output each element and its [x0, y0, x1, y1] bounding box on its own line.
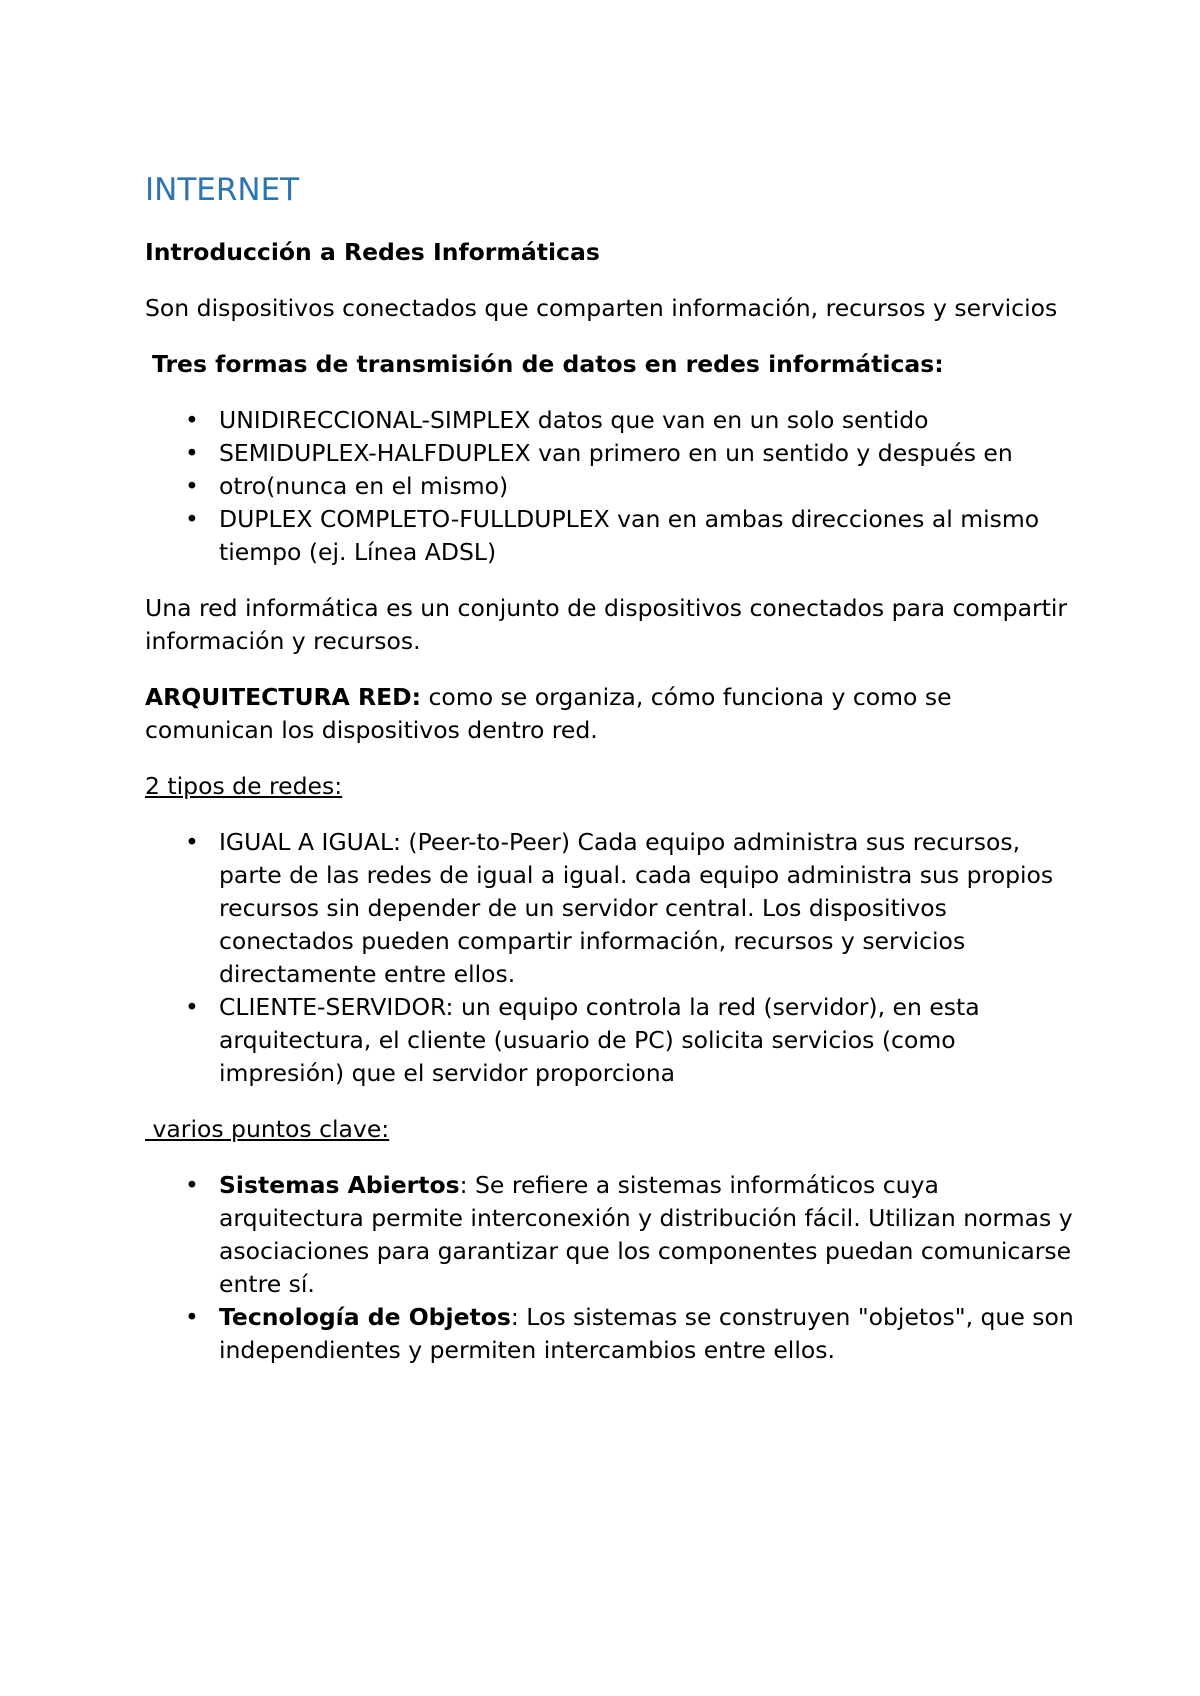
list-item-text: DUPLEX COMPLETO-FULLDUPLEX van en ambas direcciones al mismo tiempo (ej. Línea ADSL)	[219, 505, 1040, 566]
bullet-icon: •	[185, 439, 199, 467]
types-heading: 2 tipos de redes:	[145, 772, 343, 800]
key-point-text: : Los sistemas se construyen "objetos", que son independientes y permiten intercambios entre ellos.	[219, 1303, 1074, 1364]
bullet-icon: •	[185, 993, 199, 1021]
list-item	[145, 1169, 1075, 1301]
key-point-text: : Se refiere a sistemas informáticos cuya arquitectura permite interconexión y distribución fácil. Utilizan normas y asociaciones para garantizar que los componentes puedan comunicarse entre sí.	[219, 1171, 1073, 1298]
bullet-icon: •	[185, 828, 199, 856]
list-item	[145, 437, 1075, 470]
list-item	[145, 1301, 1075, 1367]
list-item-text: otro(nunca en el mismo)	[219, 472, 509, 500]
section-heading: Introducción a Redes Informáticas	[145, 238, 600, 266]
list-item	[145, 503, 1075, 569]
list-item	[145, 404, 1075, 437]
list-item-text: CLIENTE-SERVIDOR: un equipo controla la red (servidor), en esta arquitectura, el cliente (usuario de PC) solicita servicios (como impresión) que el servidor proporciona	[219, 993, 980, 1087]
document-body	[145, 160, 1075, 1390]
list-item-text: UNIDIRECCIONAL-SIMPLEX datos que van en un solo sentido	[219, 406, 929, 434]
document-title: INTERNET	[145, 172, 300, 208]
list-item-text: IGUAL A IGUAL: (Peer-to-Peer) Cada equipo administra sus recursos, parte de las redes de igual a igual. cada equipo administra sus propios recursos sin depender de un servidor central. Los dispositivos conectados pueden compartir información, recursos y servicios directamente entre ellos.	[219, 828, 1054, 988]
architecture-label: ARQUITECTURA RED:	[145, 683, 422, 711]
architecture-paragraph	[145, 681, 1075, 747]
bullet-icon: •	[185, 472, 199, 500]
list-item-text: SEMIDUPLEX-HALFDUPLEX van primero en un sentido y después en	[219, 439, 1013, 467]
bullet-icon: •	[185, 406, 199, 434]
key-points-heading: varios puntos clave:	[145, 1115, 390, 1143]
intro-paragraph: Son dispositivos conectados que comparten información, recursos y servicios	[145, 294, 1058, 322]
network-definition: Una red informática es un conjunto de dispositivos conectados para compartir información y recursos.	[145, 594, 1068, 655]
architecture-text: como se organiza, cómo funciona y como se comunican los dispositivos dentro red.	[145, 683, 952, 744]
key-point-label: Sistemas Abiertos	[219, 1171, 460, 1199]
transmission-heading: Tres formas de transmisión de datos en redes informáticas:	[152, 350, 944, 378]
key-points-list	[145, 1169, 1075, 1367]
types-list	[145, 826, 1075, 1090]
list-item	[145, 991, 1075, 1090]
bullet-icon: •	[185, 1171, 199, 1199]
list-item	[145, 826, 1075, 991]
transmission-list	[145, 404, 1075, 569]
bullet-icon: •	[185, 1303, 199, 1331]
bullet-icon: •	[185, 505, 199, 533]
key-point-label: Tecnología de Objetos	[219, 1303, 511, 1331]
list-item	[145, 470, 1075, 503]
